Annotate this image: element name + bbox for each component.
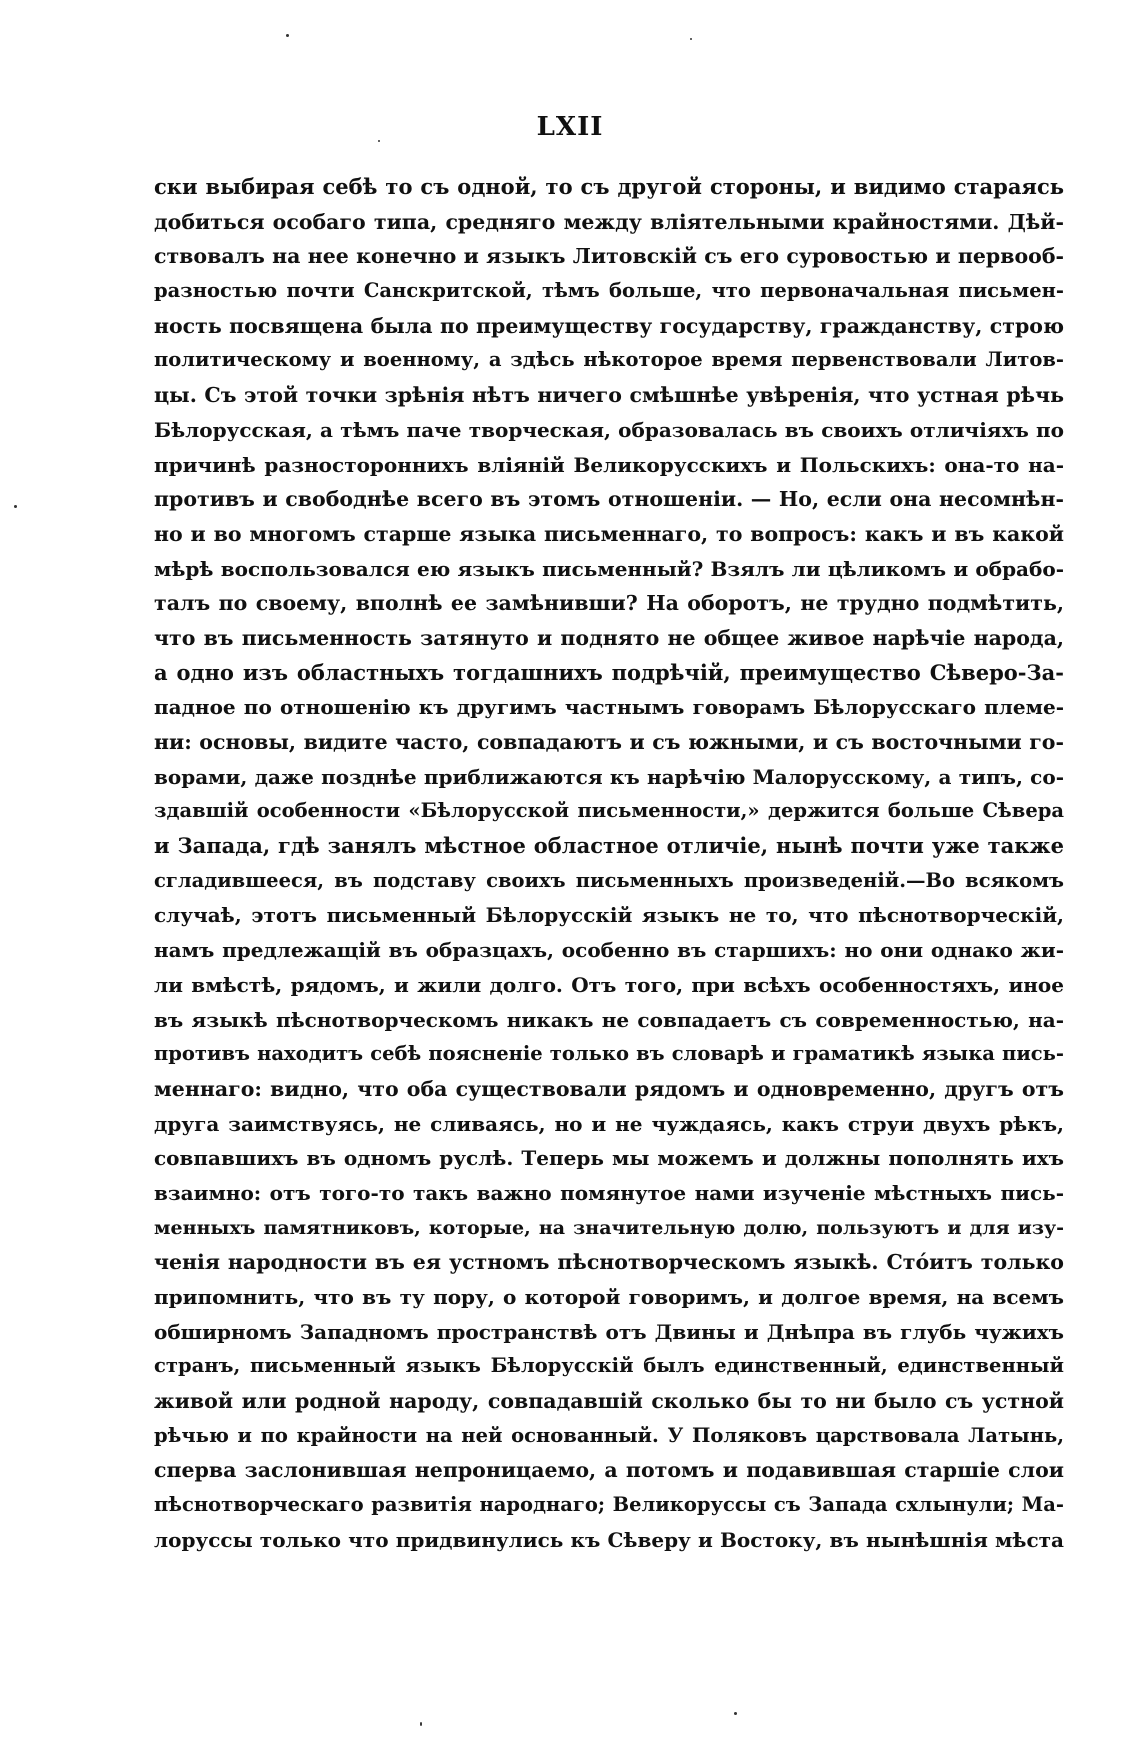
text-line: но и во многомъ старше языка письменнаго, то вопросъ: какъ и въ какой (154, 521, 1064, 546)
scan-speck (14, 505, 17, 508)
text-line: ни: основы, видите часто, совпадаютъ и съ южными, и съ восточными го- (154, 730, 1064, 754)
text-line: меннаго: видно, что оба существовали рядомъ и одновременно, другъ отъ (154, 1076, 1064, 1101)
text-line: добиться особаго типа, средняго между вліятельными крайностями. Дѣй- (154, 209, 1064, 234)
scan-speck (378, 140, 380, 142)
scan-speck (286, 34, 289, 37)
text-line: Бѣлорусская, а тѣмъ паче творческая, образовалась въ своихъ отличіяхъ по (154, 417, 1064, 442)
text-line: ность посвящена была по преимуществу государству, гражданству, строю (154, 313, 1064, 338)
text-line: что въ письменность затянуто и поднято не общее живое нарѣчіе народа, (154, 625, 1064, 650)
text-line: противъ и свободнѣе всего въ этомъ отношеніи. — Но, если она несомнѣн- (154, 487, 1064, 512)
text-line: цы. Съ этой точки зрѣнія нѣтъ ничего смѣшнѣе увѣренія, что устная рѣчь (154, 383, 1064, 408)
text-line: лоруссы только что придвинулись къ Сѣверу и Востоку, въ нынѣшнія мѣста (154, 1527, 1064, 1552)
text-line: мѣрѣ воспользовался ею языкъ письменный? Взялъ ли цѣликомъ и обрабо- (154, 556, 1064, 581)
page-number: LXII (536, 112, 604, 142)
text-line: совпавшихъ въ одномъ руслѣ. Теперь мы можемъ и должны пополнять ихъ (154, 1146, 1064, 1171)
text-line: талъ по своему, вполнѣ ее замѣнивши? На оборотъ, не трудно подмѣтить, (154, 591, 1064, 616)
text-line: въ языкѣ пѣснотворческомъ никакъ не совпадаетъ съ современностью, на- (154, 1007, 1064, 1032)
scan-speck (734, 1712, 737, 1715)
text-line: и Запада, гдѣ занялъ мѣстное областное отличіе, нынѣ почти уже также (154, 833, 1064, 859)
text-line: друга заимствуясь, не сливаясь, но и не чуждаясь, какъ струи двухъ рѣкъ, (154, 1111, 1064, 1136)
text-line: разностью почти Санскритской, тѣмъ больше, что первоначальная письмен- (154, 279, 1064, 303)
text-line: причинѣ разностороннихъ вліяній Великорусскихъ и Польскихъ: она-то на- (154, 452, 1064, 477)
scan-speck (690, 38, 692, 40)
text-line: политическому и военному, а здѣсь нѣкоторое время первенствовали Литов- (154, 348, 1064, 372)
text-line: а одно изъ областныхъ тогдашнихъ подрѣчій, преимущество Сѣверо-За- (154, 659, 1064, 685)
scan-speck (420, 1722, 422, 1726)
text-line: ски выбирая себѣ то съ одной, то съ другой стороны, и видимо стараясь (154, 174, 1064, 199)
text-line: ли вмѣстѣ, рядомъ, и жили долго. Отъ того, при всѣхъ особенностяхъ, иное (154, 972, 1064, 997)
text-line: ворами, даже позднѣе приближаются къ нарѣчію Малорусскому, а типъ, со- (154, 764, 1064, 789)
text-line: странъ, письменный языкъ Бѣлорусскій былъ единственный, единственный (154, 1354, 1064, 1378)
text-line: ствовалъ на нее конечно и языкъ Литовскій съ его суровостью и первооб- (154, 244, 1064, 269)
text-line: живой или родной народу, совпадавшій сколько бы то ни было съ устной (154, 1389, 1064, 1414)
text-line: случаѣ, этотъ письменный Бѣлорусскій языкъ не то, что пѣснотворческій, (154, 903, 1064, 928)
text-line: менныхъ памятниковъ, которые, на значительную долю, пользуютъ и для изу- (154, 1216, 1064, 1239)
text-line: рѣчью и по крайности на ней основанный. У Поляковъ царствовала Латынь, (154, 1423, 1064, 1447)
text-line: взаимно: отъ того-то такъ важно помянутое нами изученіе мѣстныхъ пись- (154, 1180, 1064, 1205)
text-line: обширномъ Западномъ пространствѣ отъ Двины и Днѣпра въ глубь чужихъ (154, 1319, 1064, 1344)
text-line: падное по отношенію къ другимъ частнымъ говорамъ Бѣлорусскаго племе- (154, 695, 1064, 720)
text-line: намъ предлежащій въ образцахъ, особенно въ старшихъ: но они однако жи- (154, 938, 1064, 963)
body-text (154, 170, 1064, 1558)
text-line: здавшій особенности «Бѣлорусской письменности,» держится больше Сѣвера (154, 799, 1064, 823)
text-line: пѣснотворческаго развитія народнаго; Великоруссы съ Запада схлынули; Ма- (154, 1493, 1064, 1517)
text-line: сперва заслонившая непроницаемо, а потомъ и подавившая старшіе слои (154, 1458, 1064, 1483)
text-line: противъ находитъ себѣ поясненіе только въ словарѣ и граматикѣ языка пись- (154, 1042, 1064, 1066)
text-line: ченія народности въ ея устномъ пѣснотворческомъ языкѣ. Стóитъ только (154, 1250, 1064, 1275)
text-line: сгладившееся, въ подставу своихъ письменныхъ произведеній.—Во всякомъ (154, 868, 1064, 892)
text-line: припомнить, что въ ту пору, о которой говоримъ, и долгое время, на всемъ (154, 1285, 1064, 1309)
